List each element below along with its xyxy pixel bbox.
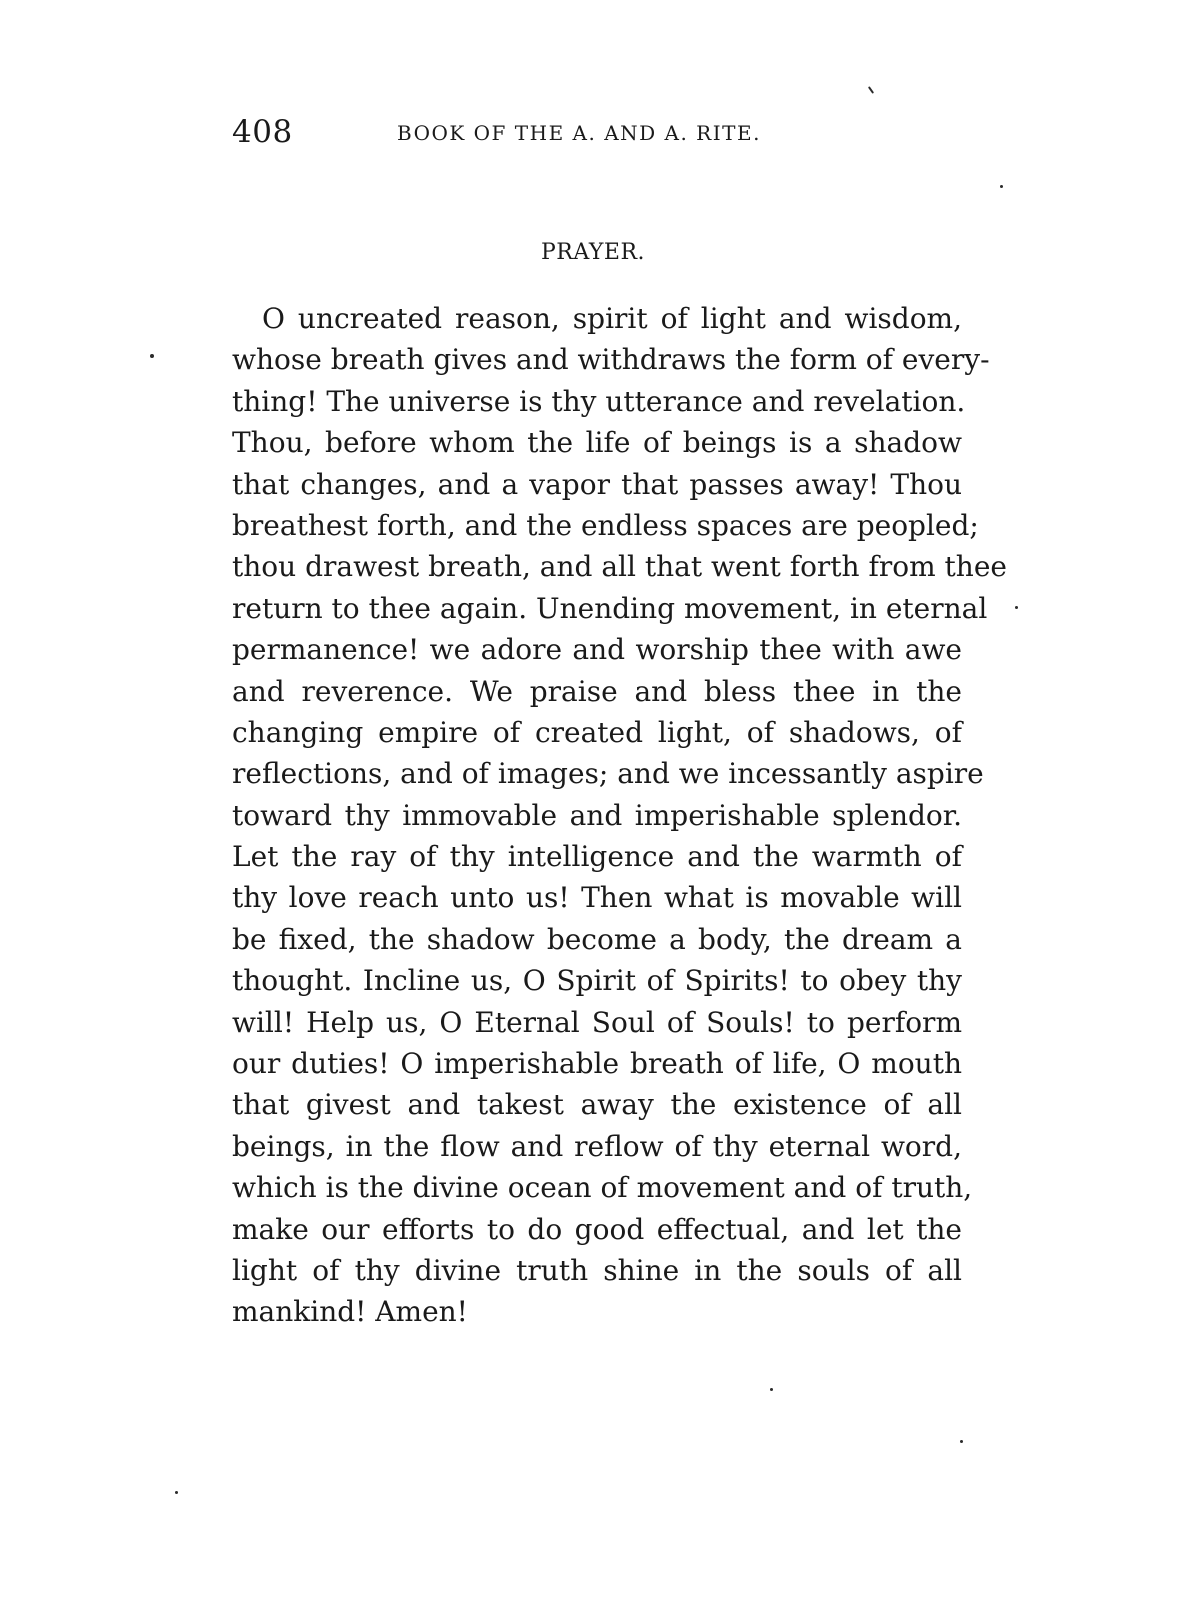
text-line: toward thy immovable and imperishable splendor. [232,798,962,832]
text-line: light of thy divine truth shine in the souls of all [232,1253,962,1287]
text-line: whose breath gives and withdraws the form of every- [232,343,990,377]
text-line: our duties! O imperishable breath of life, O mouth [232,1047,962,1081]
scan-speck [1015,606,1018,609]
text-line: be fixed, the shadow become a body, the dream a [232,922,962,956]
text-line: mankind! Amen! [232,1295,468,1329]
running-head-title: BOOK OF THE A. AND A. RITE. [397,121,761,145]
scan-speck [868,86,874,94]
text-line: and reverence. We praise and bless thee in the [232,674,962,708]
section-title: PRAYER. [541,240,646,265]
scan-speck [150,354,154,358]
text-line: beings, in the flow and reflow of thy eternal word, [232,1129,962,1163]
text-line: changing empire of created light, of shadows, of [232,715,962,749]
text-line: that givest and takest away the existence of all [232,1088,962,1122]
text-line: thing! The universe is thy utterance and revelation. [232,384,966,418]
text-line: breathest forth, and the endless spaces are peopled; [232,508,979,542]
text-line: O uncreated reason, spirit of light and wisdom, [262,302,962,335]
text-line: which is the divine ocean of movement and of truth, [232,1171,973,1205]
text-line: Thou, before whom the life of beings is a shadow [232,426,962,460]
text-line: that changes, and a vapor that passes away! Thou [232,467,962,501]
scan-speck [175,1491,178,1494]
scan-speck [770,1388,773,1391]
text-line: thy love reach unto us! Then what is movable will [232,881,962,915]
text-line: thought. Incline us, O Spirit of Spirits! to obey thy [232,964,962,998]
running-head [232,112,832,152]
text-line: make our efforts to do good effectual, and let the [232,1212,962,1246]
text-line: return to thee again. Unending movement, in eternal [232,591,988,625]
text-line: will! Help us, O Eternal Soul of Souls! to perform [232,1005,962,1039]
prayer-text [232,298,1007,1333]
text-line: reflections, and of images; and we incessantly aspire [232,757,984,791]
scan-speck [960,1440,963,1443]
text-line: Let the ray of thy intelligence and the warmth of [232,840,962,874]
text-line: permanence! we adore and worship thee with awe [232,633,962,667]
text-line: thou drawest breath, and all that went forth from thee [232,550,1007,584]
page-number: 408 [232,114,293,150]
scan-speck [1000,185,1003,188]
